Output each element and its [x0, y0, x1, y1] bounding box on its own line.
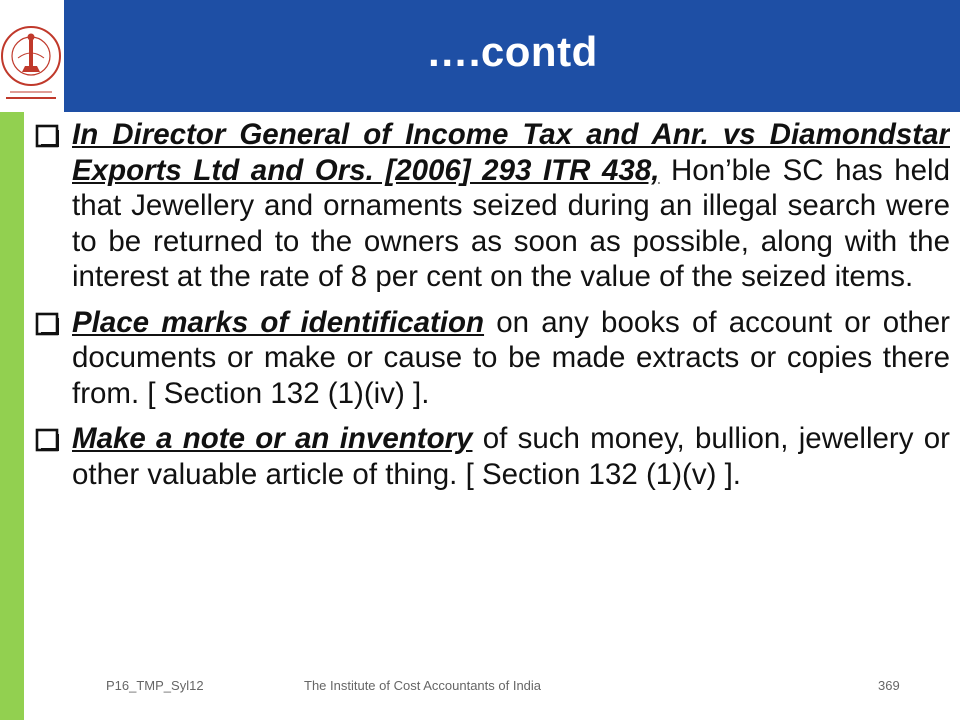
checkbox-bullet-icon: [34, 427, 60, 453]
footer-institute-name: The Institute of Cost Accountants of India: [304, 678, 542, 693]
bullet-item-inventory: [34, 421, 950, 492]
footer-page-number: 369: [878, 678, 900, 693]
bullet-lead-text: Make a note or an inventory: [72, 422, 473, 455]
slide-title: ….contd: [426, 28, 598, 75]
footer-course-code: P16_TMP_Syl12: [106, 678, 204, 693]
side-accent-bar: [0, 112, 24, 720]
slide-footer: [0, 678, 960, 698]
bullet-lead-text: Place marks of identification: [72, 305, 485, 339]
checkbox-bullet-icon: [34, 123, 60, 149]
institute-seal-icon: [0, 0, 64, 112]
bullet-item-identification: [34, 305, 950, 412]
title-bar: [64, 0, 960, 112]
bullet-item-case-law: [34, 117, 950, 295]
bullet-body-text: Hon’ble SC has held that Jewellery and ornaments seized during an illegal search were to be returned to the owners as soon as possible, along with the interest at the rate of 8 per cent on the value of the seized items.: [72, 153, 950, 293]
institute-logo: [0, 0, 64, 112]
bullet-lead-text: In Director General of Income Tax and Anr. vs Diamondstar Exports Ltd and Ors. [2006] 293 ITR 438,: [72, 118, 950, 187]
slide-content: [34, 117, 950, 637]
checkbox-bullet-icon: [34, 311, 60, 337]
bullet-body-text: of such money, bullion, jewellery or other valuable article of thing. [ Section 132 (1)(v) ].: [72, 422, 950, 491]
bullet-body-text: on any books of account or other documents or make or cause to be made extracts or copies there from. [ Section 132 (1)(iv) ].: [72, 305, 950, 410]
